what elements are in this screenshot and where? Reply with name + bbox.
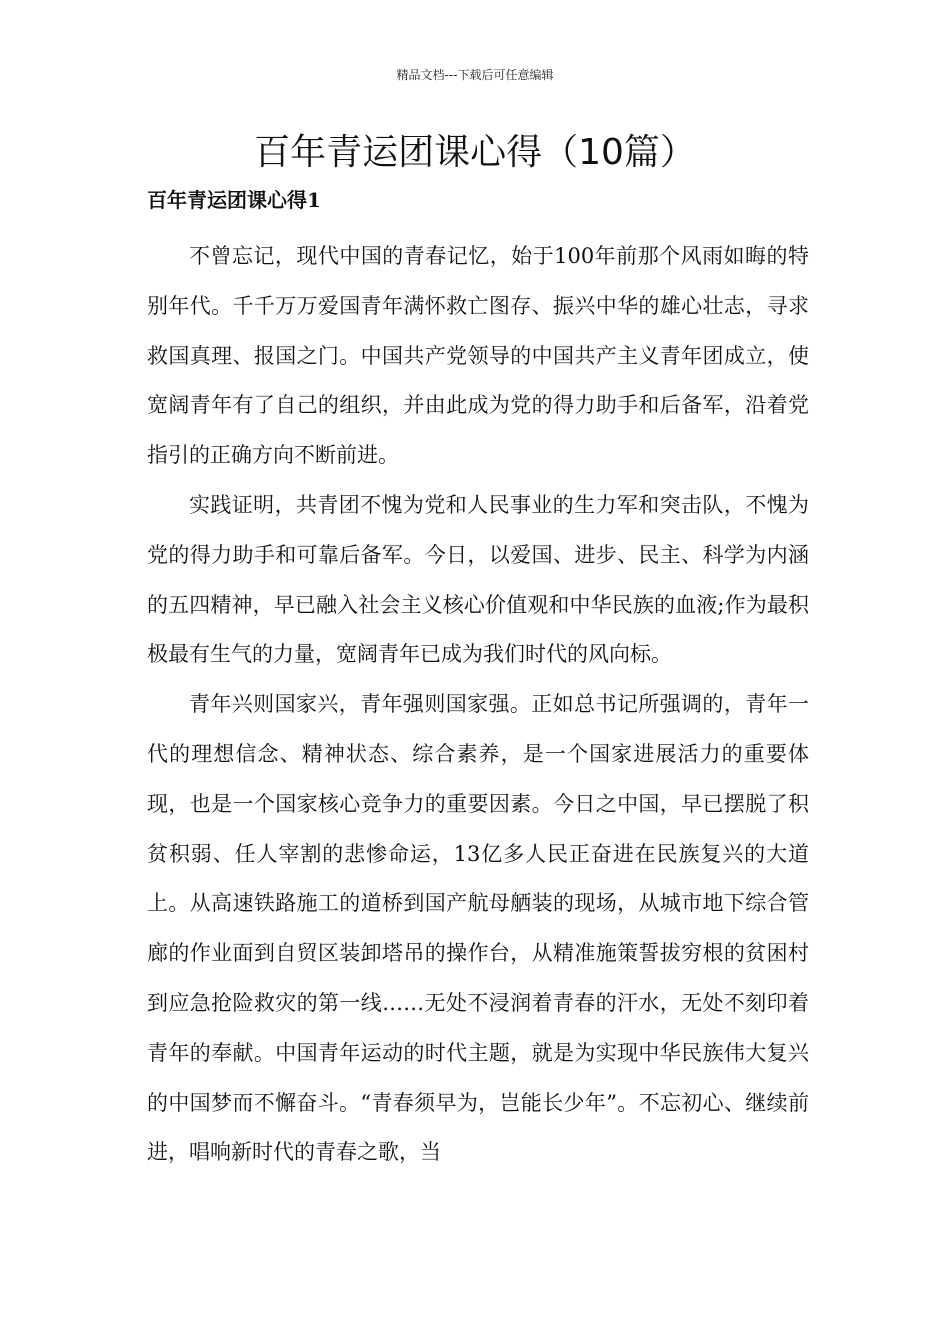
paragraph-3: 青年兴则国家兴，青年强则国家强。正如总书记所强调的，青年一代的理想信念、精神状态、综合素养，是一个国家进展活力的重要体现，也是一个国家核心竞争力的重要因素。今日之中国，早已摆脱了积贫积弱、任人宰割的悲惨命运，13亿多人民正奋进在民族复兴的大道上。从高速铁路施工的道桥到国产航母舾装的现场，从城市地下综合管廊的作业面到自贸区装卸塔吊的操作台，从精准施策誓拔穷根的贫困村到应急抢险救灾的第一线……无处不浸润着青春的汗水，无处不刻印着青年的奉献。中国青年运动的时代主题，就是为实现中华民族伟大复兴的中国梦而不懈奋斗。“青春须早为，岂能长少年”。不忘初心、继续前进，唱响新时代的青春之歌，当 xyxy=(147,692,809,1165)
paragraph-1: 不曾忘记，现代中国的青春记忆，始于100年前那个风雨如晦的特别年代。千千万万爱国青年满怀救亡图存、振兴中华的雄心壮志，寻求救国真理、报国之门。中国共产党领导的中国共产主义青年团成立，使宽阔青年有了自己的组织，并由此成为党的得力助手和后备军，沿着党指引的正确方向不断前进。 xyxy=(147,244,809,468)
header-note: 精品文档---下载后可任意编辑 xyxy=(396,68,554,82)
document-body xyxy=(147,232,809,1178)
paragraph-2: 实践证明，共青团不愧为党和人民事业的生力军和突击队，不愧为党的得力助手和可靠后备军。今日，以爱国、进步、民主、科学为内涵的五四精神，早已融入社会主义核心价值观和中华民族的血液;作为最积极最有生气的力量，宽阔青年已成为我们时代的风向标。 xyxy=(147,492,809,667)
document-title: 百年青运团课心得（10篇） xyxy=(254,132,696,173)
section-heading: 百年青运团课心得1 xyxy=(147,188,321,212)
